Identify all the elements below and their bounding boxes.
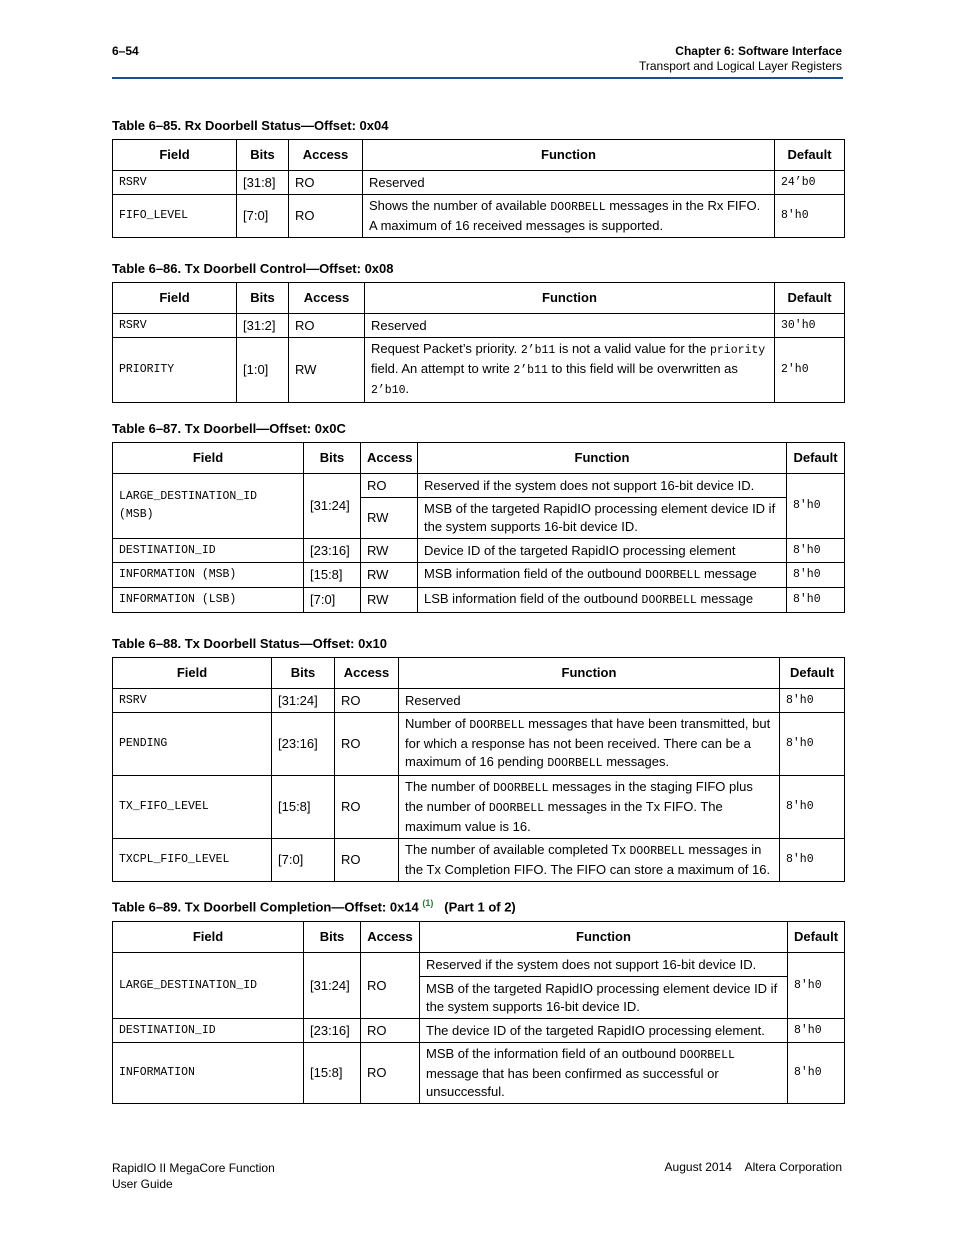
cell-access: RO [335, 839, 399, 882]
cell-default: 2'h0 [775, 338, 845, 403]
table-88-title: Table 6–88. Tx Doorbell Status—Offset: 0x10 [112, 636, 388, 651]
header-rule [112, 77, 843, 79]
cell-default: 8'h0 [788, 1043, 845, 1104]
col-access: Access [335, 658, 399, 689]
cell-access: RO [361, 474, 418, 498]
cell-bits: [31:2] [237, 314, 289, 338]
cell-function: The number of DOORBELL messages in the staging FIFO plus the number of DOORBELL messages in the Tx FIFO. The maximum value is 16. [399, 776, 780, 839]
col-field: Field [113, 658, 272, 689]
cell-bits: [23:16] [304, 1019, 361, 1043]
footer-left [112, 1160, 275, 1192]
table-row [113, 171, 845, 195]
table-row [113, 563, 845, 588]
cell-default: 8'h0 [780, 776, 845, 839]
cell-bits: [23:16] [304, 539, 361, 563]
table-row [113, 588, 845, 613]
cell-access: RW [289, 338, 365, 403]
cell-field: RSRV [113, 689, 272, 713]
table-row [113, 539, 845, 563]
cell-function: The device ID of the targeted RapidIO processing element. [420, 1019, 788, 1043]
cell-function: Reserved if the system does not support 16-bit device ID. [420, 953, 788, 977]
footer-product: RapidIO II MegaCore Function [112, 1161, 275, 1175]
cell-bits: [31:24] [304, 953, 361, 1019]
cell-bits: [31:8] [237, 171, 289, 195]
cell-function: MSB of the targeted RapidIO processing element device ID if the system supports 16-bit device ID. [420, 977, 788, 1019]
col-bits: Bits [237, 140, 289, 171]
cell-field: FIFO_LEVEL [113, 195, 237, 238]
cell-function: Reserved [399, 689, 780, 713]
cell-bits: [31:24] [304, 474, 361, 539]
chapter-title: Chapter 6: Software Interface [675, 44, 842, 58]
table-row [113, 195, 845, 238]
table-header-row [113, 140, 845, 171]
cell-bits: [15:8] [304, 563, 361, 588]
section-title: Transport and Logical Layer Registers [639, 59, 842, 73]
cell-bits: [7:0] [272, 839, 335, 882]
cell-field: RSRV [113, 314, 237, 338]
cell-field: DESTINATION_ID [113, 539, 304, 563]
table-header-row [113, 443, 845, 474]
footer-right: August 2014 Altera Corporation [664, 1160, 842, 1174]
table-row [113, 474, 845, 498]
table-row [113, 1019, 845, 1043]
cell-default: 8'h0 [775, 195, 845, 238]
cell-default: 8'h0 [787, 539, 845, 563]
cell-function: Device ID of the targeted RapidIO processing element [418, 539, 787, 563]
cell-function: Reserved if the system does not support 16-bit device ID. [418, 474, 787, 498]
table-row [113, 314, 845, 338]
cell-access: RO [289, 195, 363, 238]
cell-bits: [15:8] [272, 776, 335, 839]
cell-field: LARGE_DESTINATION_ID (MSB) [113, 474, 304, 539]
table-89 [112, 921, 845, 1104]
cell-function: MSB information field of the outbound DOORBELL message [418, 563, 787, 588]
cell-access: RO [335, 689, 399, 713]
col-default: Default [788, 922, 845, 953]
table-86-title: Table 6–86. Tx Doorbell Control—Offset: 0x08 [112, 261, 394, 276]
col-bits: Bits [304, 922, 361, 953]
table-row [113, 689, 845, 713]
col-function: Function [418, 443, 787, 474]
cell-default: 24’b0 [775, 171, 845, 195]
col-function: Function [399, 658, 780, 689]
cell-bits: [31:24] [272, 689, 335, 713]
cell-field: INFORMATION (MSB) [113, 563, 304, 588]
cell-function: Reserved [365, 314, 775, 338]
cell-function: Shows the number of available DOORBELL messages in the Rx FIFO. A maximum of 16 received messages is supported. [363, 195, 775, 238]
cell-function: LSB information field of the outbound DOORBELL message [418, 588, 787, 613]
cell-access: RO [361, 953, 420, 1019]
page-number: 6–54 [112, 44, 139, 58]
cell-function: MSB of the targeted RapidIO processing element device ID if the system supports 16-bit device ID. [418, 498, 787, 539]
table-row [113, 776, 845, 839]
cell-access: RO [289, 314, 365, 338]
cell-field: LARGE_DESTINATION_ID [113, 953, 304, 1019]
cell-bits: [15:8] [304, 1043, 361, 1104]
col-field: Field [113, 922, 304, 953]
table-header-row [113, 922, 845, 953]
cell-access: RO [361, 1043, 420, 1104]
cell-field: TXCPL_FIFO_LEVEL [113, 839, 272, 882]
table-87-title: Table 6–87. Tx Doorbell—Offset: 0x0C [112, 421, 346, 436]
col-access: Access [361, 443, 418, 474]
cell-access: RW [361, 498, 418, 539]
table-88 [112, 657, 845, 882]
cell-default: 30'h0 [775, 314, 845, 338]
table-header-row [113, 283, 845, 314]
col-default: Default [787, 443, 845, 474]
col-access: Access [289, 283, 365, 314]
cell-default: 8'h0 [787, 563, 845, 588]
footer-doc: User Guide [112, 1177, 173, 1191]
cell-field: DESTINATION_ID [113, 1019, 304, 1043]
cell-field: INFORMATION [113, 1043, 304, 1104]
cell-function: Number of DOORBELL messages that have been transmitted, but for which a response has not been received. There can be a maximum of 16 pending DOORBELL messages. [399, 713, 780, 776]
cell-default: 8'h0 [780, 713, 845, 776]
cell-bits: [1:0] [237, 338, 289, 403]
col-access: Access [289, 140, 363, 171]
col-default: Default [775, 140, 845, 171]
table-row [113, 338, 845, 403]
cell-bits: [23:16] [272, 713, 335, 776]
table-row [113, 713, 845, 776]
cell-default: 8'h0 [780, 689, 845, 713]
cell-bits: [7:0] [237, 195, 289, 238]
cell-field: RSRV [113, 171, 237, 195]
col-access: Access [361, 922, 420, 953]
cell-access: RO [335, 776, 399, 839]
cell-field: TX_FIFO_LEVEL [113, 776, 272, 839]
running-header [639, 44, 842, 74]
table-87 [112, 442, 845, 613]
cell-field: PENDING [113, 713, 272, 776]
cell-access: RO [289, 171, 363, 195]
col-bits: Bits [304, 443, 361, 474]
table-86 [112, 282, 845, 403]
cell-access: RO [361, 1019, 420, 1043]
cell-access: RO [335, 713, 399, 776]
table-header-row [113, 658, 845, 689]
cell-default: 8'h0 [788, 1019, 845, 1043]
table-85-title: Table 6–85. Rx Doorbell Status—Offset: 0x04 [112, 118, 389, 133]
cell-access: RW [361, 539, 418, 563]
cell-field: INFORMATION (LSB) [113, 588, 304, 613]
col-field: Field [113, 283, 237, 314]
cell-default: 8'h0 [787, 588, 845, 613]
cell-access: RW [361, 563, 418, 588]
col-function: Function [420, 922, 788, 953]
cell-function: Reserved [363, 171, 775, 195]
table-row [113, 1043, 845, 1104]
cell-bits: [7:0] [304, 588, 361, 613]
col-bits: Bits [237, 283, 289, 314]
col-function: Function [365, 283, 775, 314]
col-field: Field [113, 140, 237, 171]
cell-function: MSB of the information field of an outbound DOORBELL message that has been confirmed as successful or unsuccessful. [420, 1043, 788, 1104]
table-row [113, 953, 845, 977]
table-89-title: Table 6–89. Tx Doorbell Completion—Offset: 0x14 $^{(1)}$ (Part 1 of 2) [112, 898, 516, 915]
footnote-ref[interactable]: (1) [422, 898, 434, 908]
cell-default: 8'h0 [780, 839, 845, 882]
cell-function: Request Packet’s priority. 2’b11 is not a valid value for the priority field. An attempt to write 2’b11 to this field will be overwritten as 2’b10. [365, 338, 775, 403]
cell-default: 8'h0 [787, 474, 845, 539]
col-function: Function [363, 140, 775, 171]
col-default: Default [775, 283, 845, 314]
col-default: Default [780, 658, 845, 689]
col-field: Field [113, 443, 304, 474]
cell-access: RW [361, 588, 418, 613]
table-85 [112, 139, 845, 238]
col-bits: Bits [272, 658, 335, 689]
table-row [113, 839, 845, 882]
cell-default: 8'h0 [788, 953, 845, 1019]
cell-field: PRIORITY [113, 338, 237, 403]
cell-function: The number of available completed Tx DOORBELL messages in the Tx Completion FIFO. The FIFO can store a maximum of 16. [399, 839, 780, 882]
